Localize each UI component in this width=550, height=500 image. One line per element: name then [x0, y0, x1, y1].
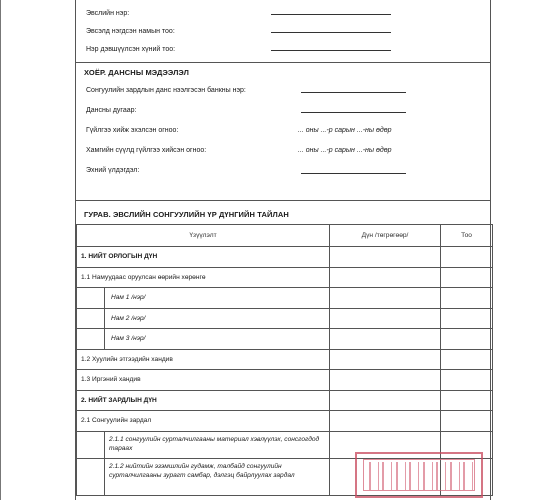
row-label: 2.1 Сонгуулийн зардал — [77, 411, 330, 432]
stamp-seal-marks — [369, 462, 473, 490]
header-count: Тоо — [441, 225, 493, 247]
coalition-name-label: Эвслийн нэр: — [86, 10, 130, 17]
count-cell[interactable] — [441, 288, 493, 309]
indent-cell — [77, 308, 105, 329]
opening-balance-label: Эхний үлдэгдэл: — [86, 167, 140, 174]
header-indicator: Үзүүлэлт — [77, 225, 330, 247]
table-row — [77, 411, 493, 432]
table-row — [77, 288, 493, 309]
table-row — [77, 349, 493, 370]
count-cell[interactable] — [441, 390, 493, 411]
count-cell[interactable] — [441, 267, 493, 288]
row-label: 1.3 Иргэний хандив — [77, 370, 330, 391]
indent-cell — [77, 329, 105, 350]
count-cell[interactable] — [441, 349, 493, 370]
row-label: Нам 1 /нэр/ — [105, 288, 330, 309]
table-row — [77, 390, 493, 411]
row-label: 2.1.2 нийтийн эзэмшлийн гудамж, талбайд сонгуулийн сурталчилгааны зурагт самбар, дэлгэц байрлуулах зардал — [105, 458, 330, 495]
count-cell[interactable] — [441, 370, 493, 391]
results-section-title: ГУРАВ. ЭВСЛИЙН СОНГУУЛИЙН ҮР ДҮНГИЙН ТАЙЛАН — [84, 210, 289, 219]
row-label: 1. НИЙТ ОРЛОГЫН ДҮН — [77, 247, 330, 268]
report-form — [75, 0, 491, 500]
amount-cell[interactable] — [330, 267, 441, 288]
bank-name-field[interactable] — [301, 92, 406, 93]
official-stamp — [355, 452, 483, 498]
party-count-field[interactable] — [271, 32, 391, 33]
opening-balance-field[interactable] — [301, 173, 406, 174]
indent-cell — [77, 431, 105, 458]
account-number-field[interactable] — [301, 112, 406, 113]
indent-cell — [77, 458, 105, 495]
row-label: 2. НИЙТ ЗАРДЛЫН ДҮН — [77, 390, 330, 411]
count-cell[interactable] — [441, 308, 493, 329]
amount-cell[interactable] — [330, 247, 441, 268]
indent-cell — [77, 288, 105, 309]
bank-name-label: Сонгуулийн зардлын данс нээлгэсэн банкны нэр: — [86, 87, 246, 94]
count-cell[interactable] — [441, 411, 493, 432]
account-info-section — [76, 63, 490, 201]
row-label: Нам 3 /нэр/ — [105, 329, 330, 350]
count-cell[interactable] — [441, 329, 493, 350]
row-label: 1.1 Намуудаас оруулсан өөрийн хөрөнгө — [77, 267, 330, 288]
row-label: 1.2 Хуулийн этгээдийн хандив — [77, 349, 330, 370]
amount-cell[interactable] — [330, 349, 441, 370]
last-transaction-label: Хамгийн сүүлд гүйлгээ хийсэн огноо: — [86, 147, 207, 154]
scan-edge — [0, 0, 1, 500]
row-label: Нам 2 /нэр/ — [105, 308, 330, 329]
first-transaction-date[interactable]: ... оны ...-р сарын ...-ны өдөр — [298, 127, 392, 134]
candidate-count-field[interactable] — [271, 50, 391, 51]
candidate-count-label: Нэр дэвшүүлсэн хүний тоо: — [86, 46, 176, 53]
amount-cell[interactable] — [330, 329, 441, 350]
amount-cell[interactable] — [330, 390, 441, 411]
table-row — [77, 308, 493, 329]
last-transaction-date[interactable]: ... оны ...-р сарын ...-ны өдөр — [298, 147, 392, 154]
coalition-info-section — [76, 0, 490, 63]
count-cell[interactable] — [441, 247, 493, 268]
amount-cell[interactable] — [330, 308, 441, 329]
table-row — [77, 267, 493, 288]
row-label: 2.1.1 сонгуулийн сурталчилгааны материал хэвлүүлэх, сонсгогдод тараах — [105, 431, 330, 458]
account-number-label: Дансны дугаар: — [86, 107, 137, 114]
account-section-title: ХОЁР. ДАНСНЫ МЭДЭЭЛЭЛ — [84, 68, 189, 77]
party-count-label: Эвсэлд нэгдсэн намын тоо: — [86, 28, 175, 35]
first-transaction-label: Гүйлгээ хийж эхэлсэн огноо: — [86, 127, 179, 134]
table-row — [77, 329, 493, 350]
table-row — [77, 370, 493, 391]
amount-cell[interactable] — [330, 370, 441, 391]
table-row — [77, 247, 493, 268]
table-header-row — [77, 225, 493, 247]
header-amount: Дүн /төгрөгөөр/ — [330, 225, 441, 247]
amount-cell[interactable] — [330, 411, 441, 432]
coalition-name-field[interactable] — [271, 14, 391, 15]
amount-cell[interactable] — [330, 288, 441, 309]
